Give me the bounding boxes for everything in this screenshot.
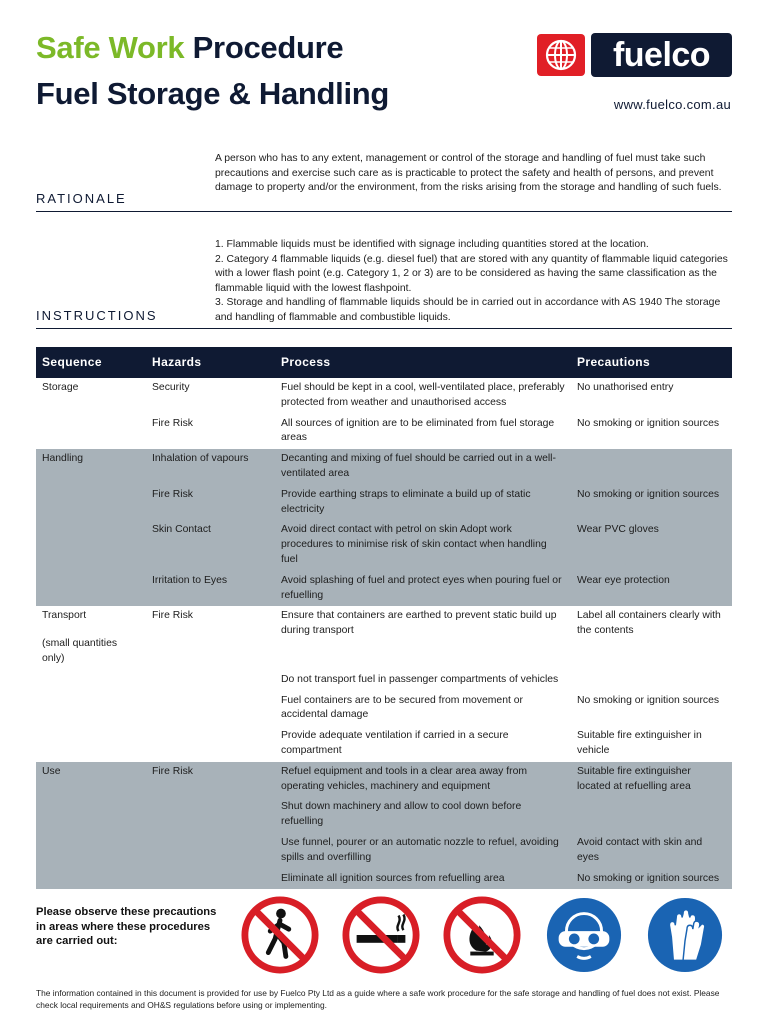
cell-hazard [146, 797, 275, 833]
cell-sequence [36, 797, 146, 833]
table-row [36, 869, 732, 890]
title-highlight: Safe Work [36, 30, 185, 65]
rationale-text: A person who has to any extent, management or control of the storage and handling of fuel must take such precautions and exercise such care as is practicable to protect the safety and health of persons, and prevent damage to property and/or the environment, from the risks arising from the storage and handling of such fuels. [215, 153, 722, 193]
cell-process: Ensure that containers are earthed to prevent static build up during transport [281, 610, 557, 637]
cell-hazard: Irritation to Eyes [146, 571, 275, 607]
cell-process: Do not transport fuel in passenger compartments of vehicles [281, 673, 559, 685]
cell-hazard: Fire Risk [152, 417, 193, 429]
table-row [36, 797, 732, 833]
cell-precaution [571, 797, 732, 833]
sequence-note: (small quantities only) [42, 638, 118, 664]
cell-precaution: No smoking or ignition sources [571, 869, 732, 890]
table-row [36, 833, 732, 869]
cell-sequence [36, 571, 146, 607]
cell-sequence [36, 670, 146, 691]
no-open-flame-icon [443, 896, 521, 974]
cell-precaution: Suitable fire extinguisher located at refuelling area [571, 762, 732, 798]
cell-precaution [571, 449, 732, 485]
instruction-item: 2. Category 4 flammable liquids (e.g. diesel fuel) that are stored with any quantity of flammable liquid categories with a lower flash point (e.g. Category 1, 2 or 3) are to be considered as having the same classification as the flammable liquid with the lowest flashpoint. [215, 253, 728, 294]
cell-sequence [36, 520, 146, 570]
table-row [36, 414, 732, 450]
fuelco-logo [537, 33, 732, 79]
cell-sequence [36, 833, 146, 869]
cell-process: Avoid direct contact with petrol on skin Adopt work procedures to minimise risk of skin contact when handling fuel [275, 520, 571, 570]
table-row [36, 378, 732, 414]
title-rest: Procedure [192, 30, 344, 65]
cell-hazard [146, 869, 275, 890]
cell-precaution: No smoking or ignition sources [571, 485, 732, 521]
cell-hazard [146, 670, 275, 691]
cell-sequence [36, 691, 146, 727]
cell-hazard: Inhalation of vapours [146, 449, 275, 485]
procedure-table [36, 347, 732, 889]
cell-precaution: Wear eye protection [571, 571, 732, 607]
cell-process: Eliminate all ignition sources from refuelling area [275, 869, 571, 890]
cell-precaution: Wear PVC gloves [571, 520, 732, 570]
cell-sequence [36, 606, 146, 669]
cell-hazard [146, 726, 275, 762]
cell-precaution: No smoking or ignition sources [577, 417, 720, 429]
table-row [36, 726, 732, 762]
header-hazards: Hazards [146, 347, 275, 378]
cell-hazard: Fire Risk [146, 762, 275, 798]
observe-notice: Please observe these precautions in areas where these procedures are carried out: [36, 906, 217, 947]
table-row [36, 520, 732, 570]
divider [36, 211, 732, 212]
cell-hazard [146, 691, 275, 727]
cell-process: All sources of ignition are to be eliminated from fuel storage areas [281, 417, 555, 444]
cell-process: Use funnel, pourer or an automatic nozzle to refuel, avoiding spills and overfilling [275, 833, 571, 869]
header-process: Process [275, 347, 571, 378]
header-precautions: Precautions [571, 347, 732, 378]
table-row [36, 691, 732, 727]
cell-process: Shut down machinery and allow to cool down before refuelling [275, 797, 571, 833]
table-row [36, 762, 732, 798]
page-subtitle: Fuel Storage & Handling [36, 76, 390, 111]
cell-process: Refuel equipment and tools in a clear area away from operating vehicles, machinery and equipment [275, 762, 571, 798]
cell-sequence [36, 485, 146, 521]
cell-process: Fuel containers are to be secured from movement or accidental damage [281, 694, 523, 721]
cell-process: Fuel should be kept in a cool, well-ventilated place, preferably protected from weather and unauthorised access [281, 382, 565, 408]
table-row [36, 670, 732, 691]
cell-precaution: Label all containers clearly with the contents [577, 610, 721, 637]
cell-precaution [571, 670, 732, 691]
cell-sequence [36, 726, 146, 762]
page-title [36, 30, 343, 66]
eye-protection-icon [545, 896, 623, 974]
divider [36, 328, 732, 329]
cell-process: Decanting and mixing of fuel should be carried out in a well-ventilated area [275, 449, 571, 485]
sequence-label: Transport [42, 610, 87, 622]
cell-hazard: Fire Risk [146, 485, 275, 521]
table-row [36, 485, 732, 521]
logo-wordmark: fuelco [591, 33, 732, 77]
gloves-icon [646, 896, 724, 974]
cell-sequence: Handling [36, 449, 146, 485]
cell-precaution: Suitable fire extinguisher in vehicle [577, 730, 702, 756]
cell-precaution: No smoking or ignition sources [577, 694, 720, 706]
cell-process: Provide earthing straps to eliminate a build up of static electricity [275, 485, 571, 521]
instruction-item: 1. Flammable liquids must be identified with signage including quantities stored at the location. [215, 239, 649, 250]
globe-icon [537, 34, 585, 76]
cell-precaution: Avoid contact with skin and eyes [571, 833, 732, 869]
rationale-label: RATIONALE [36, 191, 127, 206]
cell-precaution: No unathorised entry [577, 382, 674, 393]
cell-sequence [36, 869, 146, 890]
cell-hazard: Skin Contact [146, 520, 275, 570]
instructions-label: INSTRUCTIONS [36, 308, 158, 323]
cell-process: Avoid splashing of fuel and protect eyes when pouring fuel or refuelling [275, 571, 571, 607]
table-row [36, 571, 732, 607]
no-pedestrian-icon [241, 896, 319, 974]
cell-hazard: Fire Risk [152, 610, 193, 622]
disclaimer-footer: The information contained in this document is provided for use by Fuelco Pty Ltd as a guide where a safe work procedure for the safe storage and handling of fuel does not exist. Please check local requirements and OH&S regulations before using or implementing. [36, 988, 720, 1010]
cell-sequence: Use [36, 762, 146, 798]
table-header-row [36, 347, 732, 378]
header-sequence: Sequence [36, 347, 146, 378]
cell-process: Provide adequate ventilation if carried in a secure compartment [281, 730, 509, 756]
cell-sequence: Storage [42, 382, 79, 393]
table-row [36, 606, 732, 669]
table-row [36, 449, 732, 485]
instructions-list [215, 238, 735, 325]
no-smoking-icon [342, 896, 420, 974]
website-url[interactable]: www.fuelco.com.au [613, 97, 731, 112]
cell-sequence [36, 414, 146, 450]
cell-hazard [146, 833, 275, 869]
cell-hazard: Security [152, 382, 190, 393]
instruction-item: 3. Storage and handling of flammable liquids should be in carried out in accordance with AS 1940 The storage and handling of flammable and combustible liquids. [215, 297, 721, 323]
